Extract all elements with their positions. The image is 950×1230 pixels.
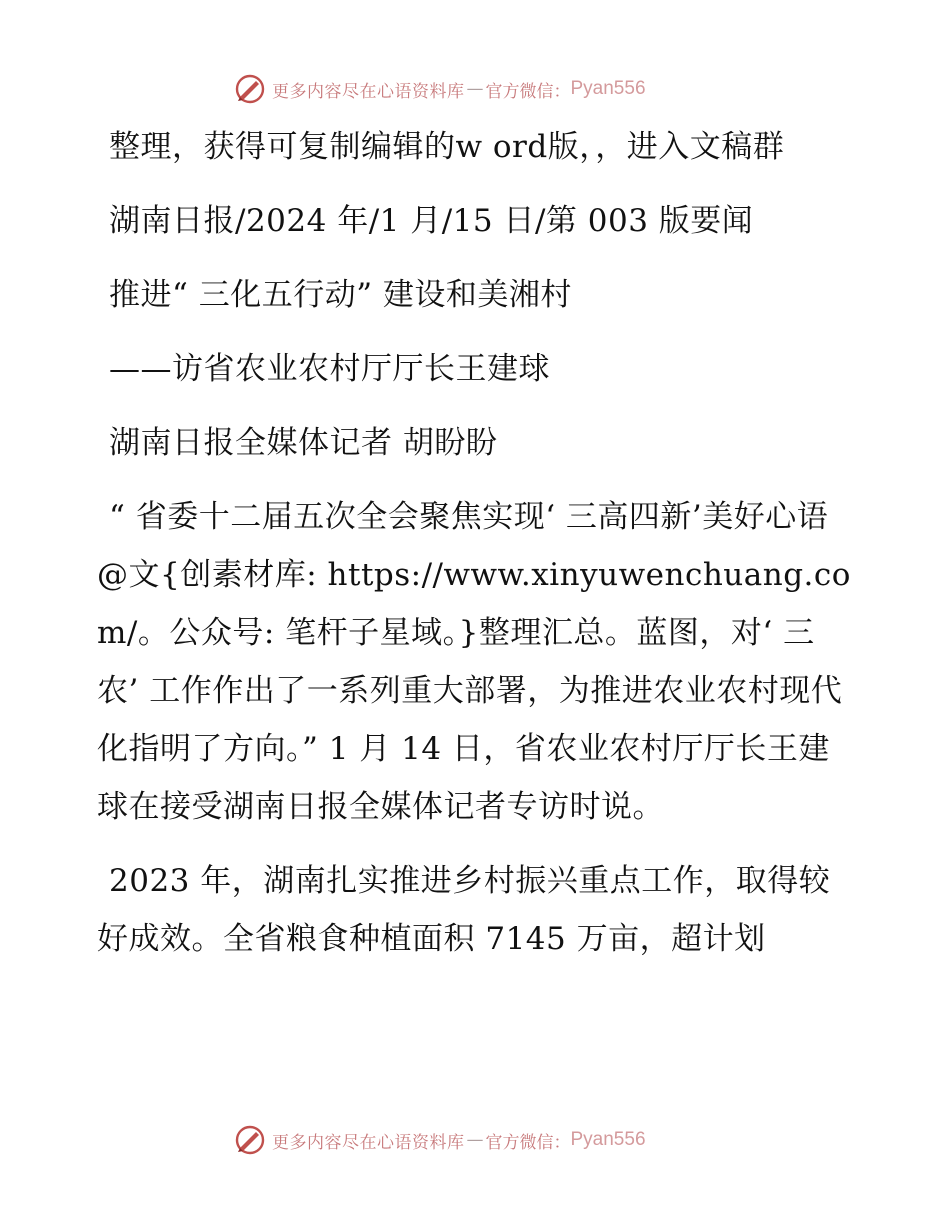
watermark-dash: —: [466, 1130, 484, 1150]
paragraph-subheadline: ——访省农业农村厅厅长王建球: [109, 351, 550, 387]
document-body: [97, 118, 853, 984]
watermark-brand-text: 更多内容尽在心语资料库: [272, 1132, 465, 1153]
pen-logo-icon: [234, 73, 266, 105]
watermark-label: 官方微信：: [485, 1132, 571, 1153]
paragraph-source-line: 湖南日报/2024 年/1 月/15 日/第 003 版要闻: [109, 203, 754, 239]
watermark-brand-text: 更多内容尽在心语资料库: [272, 81, 465, 102]
watermark-footer: [234, 1122, 754, 1158]
watermark-wechat-id: Pyan556: [570, 1129, 646, 1150]
watermark-header: [234, 71, 754, 107]
watermark-wechat-id: Pyan556: [570, 78, 646, 99]
watermark-label: 官方微信：: [485, 81, 571, 102]
paragraph-byline: 湖南日报全媒体记者 胡盼盼: [109, 425, 498, 461]
pen-logo-icon: [234, 1124, 266, 1156]
paragraph: 2023 年，湖南扎实推进乡村振兴重点工作，取得较好成效。全省粮食种植面积 7145 万亩，超计划: [97, 863, 831, 957]
paragraph: 整理，获得可复制编辑的w ord版，，进入文稿群: [109, 129, 785, 165]
watermark-dash: —: [466, 79, 484, 99]
paragraph: “ 省委十二届五次全会聚焦实现‘ 三高四新’美好心语@文{创素材库: https://www.xinyuwenchuang.com/。公众号: 笔杆子星域。}整理汇总。蓝图，对‘ 三农’ 工作作出了一系列重大部署，为推进农业农村现代化指明了方向。” 1 月 14 日，省农业农村厅厅长王建球在接受湖南日报全媒体记者专访时说。: [97, 499, 851, 825]
paragraph-headline: 推进“ 三化五行动” 建设和美湘村: [109, 277, 572, 313]
